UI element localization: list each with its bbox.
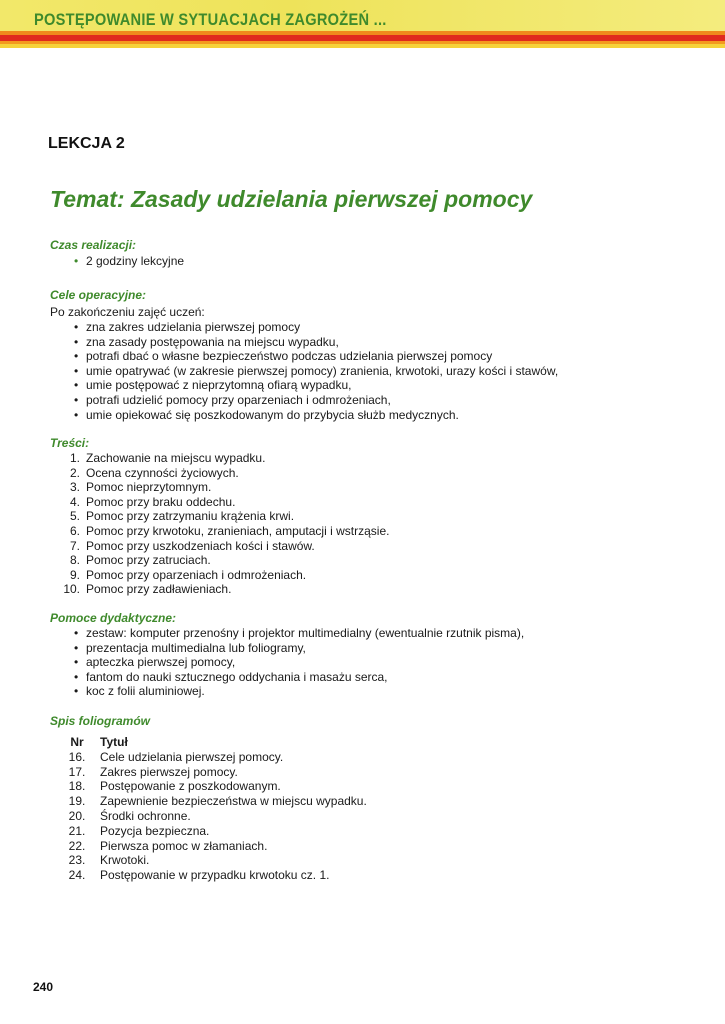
list-item: [60, 466, 389, 481]
bullet-icon: •: [74, 320, 79, 334]
cell-title: Zakres pierwszej pomocy.: [100, 764, 238, 779]
list-item-number: 4.: [69, 494, 80, 509]
cell-nr: 20.: [68, 808, 86, 823]
cell-title: Postępowanie z poszkodowanym.: [100, 779, 281, 794]
list-item: [74, 626, 524, 641]
banner-stripe-yellow-lower: [0, 44, 725, 48]
list-item-text: Pomoc przy zatrzymaniu krążenia krwi.: [86, 509, 295, 524]
bullet-icon: •: [74, 655, 79, 670]
section-heading-spis: Spis foliogramów: [50, 714, 151, 728]
list-item-text: Pomoc przy zadławieniach.: [86, 582, 232, 597]
list-item-number: 6.: [69, 523, 80, 538]
chapter-title: POSTĘPOWANIE W SYTUACJACH ZAGROŻEŃ ...: [34, 10, 387, 29]
page-number: 240: [33, 980, 54, 994]
list-item-text: 2 godziny lekcyjne: [86, 254, 185, 268]
list-item-text: Pomoc przy braku oddechu.: [86, 494, 236, 509]
pomoce-list: [74, 626, 524, 699]
cell-title: Środki ochronne.: [100, 808, 191, 823]
list-item-number: 2.: [69, 465, 80, 480]
list-item-number: 8.: [69, 553, 80, 568]
list-item: [60, 524, 389, 539]
cell-nr: 22.: [68, 838, 86, 853]
list-item: [60, 480, 389, 495]
list-item-text: Ocena czynności życiowych.: [86, 465, 239, 480]
list-item-number: 10.: [63, 582, 80, 597]
bullet-icon: •: [74, 334, 79, 349]
bullet-icon: •: [74, 640, 79, 655]
cell-title: Pierwsza pomoc w złamaniach.: [100, 838, 268, 853]
list-item-text: potrafi udzielić pomocy przy oparzeniach i odmrożeniach,: [86, 392, 391, 407]
list-item: [60, 582, 389, 597]
table-row: [57, 853, 367, 868]
topic-title: Temat: Zasady udzielania pierwszej pomocy: [50, 186, 533, 212]
tresci-list: [60, 451, 389, 597]
cell-nr: 24.: [68, 868, 86, 883]
list-item-text: potrafi dbać o własne bezpieczeństwo podczas udzielania pierwszej pomocy: [86, 349, 493, 364]
cell-title: Zapewnienie bezpieczeństwa w miejscu wypadku.: [100, 794, 367, 809]
list-item-text: umie opatrywać (w zakresie pierwszej pomocy) zranienia, krwotoki, urazy kości i stawów,: [86, 363, 559, 378]
list-item: [60, 451, 389, 466]
section-heading-pomoce: Pomoce dydaktyczne:: [50, 611, 177, 625]
cell-nr: 17.: [68, 764, 86, 779]
table-row: [57, 779, 367, 794]
table-row: [57, 750, 367, 765]
czas-list: [74, 254, 184, 269]
list-item-text: umie opiekować się poszkodowanym do przybycia służb medycznych.: [86, 407, 459, 422]
bullet-icon: •: [74, 626, 79, 640]
bullet-icon: •: [74, 349, 79, 364]
list-item: [74, 670, 524, 685]
list-item: [60, 539, 389, 554]
list-item: [60, 553, 389, 568]
section-heading-cele: Cele operacyjne:: [50, 288, 147, 302]
cell-title: Postępowanie w przypadku krwotoku cz. 1.: [100, 868, 330, 883]
section-heading-czas: Czas realizacji:: [50, 238, 137, 252]
list-item-number: 5.: [69, 509, 80, 524]
table-row: [57, 765, 367, 780]
list-item-text: Pomoc przy zatruciach.: [86, 553, 211, 568]
table-row: [57, 839, 367, 854]
section-heading-tresci: Treści:: [50, 436, 90, 450]
cell-title: Krwotoki.: [100, 853, 150, 868]
list-item-text: zna zasady postępowania na miejscu wypadku,: [86, 334, 339, 349]
list-item-text: Pomoc przy uszkodzeniach kości i stawów.: [86, 538, 315, 553]
cell-nr: 21.: [68, 823, 86, 838]
lesson-label: LEKCJA 2: [48, 135, 125, 152]
table-row: [57, 824, 367, 839]
list-item: [74, 254, 184, 269]
bullet-icon: •: [74, 378, 79, 393]
list-item-number: 7.: [69, 538, 80, 553]
list-item-text: koc z folii aluminiowej.: [86, 684, 205, 699]
list-item: [74, 655, 524, 670]
list-item-text: umie postępować z nieprzytomną ofiarą wypadku,: [86, 378, 352, 393]
list-item: [74, 684, 524, 699]
list-item: [74, 641, 524, 656]
list-item: [74, 349, 558, 364]
bullet-icon: •: [74, 684, 79, 699]
table-header-row: [57, 735, 367, 750]
bullet-icon: •: [74, 407, 79, 422]
column-header-tytul: Tytuł: [100, 735, 128, 749]
list-item: [74, 335, 558, 350]
cele-intro: Po zakończeniu zajęć uczeń:: [50, 305, 205, 319]
list-item-text: fantom do nauki sztucznego oddychania i masażu serca,: [86, 669, 388, 684]
cell-nr: 19.: [68, 794, 86, 809]
list-item-text: Pomoc nieprzytomnym.: [86, 480, 212, 495]
list-item-number: 3.: [69, 480, 80, 495]
list-item: [74, 364, 558, 379]
cele-list: [74, 320, 558, 422]
cell-title: Pozycja bezpieczna.: [100, 823, 210, 838]
cell-nr: 16.: [68, 749, 86, 764]
list-item-text: Zachowanie na miejscu wypadku.: [86, 451, 266, 465]
list-item-text: zna zakres udzielania pierwszej pomocy: [86, 320, 301, 334]
cell-nr: 18.: [68, 779, 86, 794]
column-header-nr: Nr: [70, 735, 84, 749]
cell-title: Cele udzielania pierwszej pomocy.: [100, 749, 284, 764]
list-item-text: zestaw: komputer przenośny i projektor multimedialny (ewentualnie rzutnik pisma),: [86, 626, 525, 640]
list-item-number: 1.: [69, 451, 80, 465]
list-item-text: prezentacja multimedialna lub foliogramy,: [86, 640, 306, 655]
list-item: [60, 495, 389, 510]
list-item-number: 9.: [69, 567, 80, 582]
bullet-icon: •: [74, 363, 79, 378]
bullet-icon: •: [74, 392, 79, 407]
list-item: [74, 393, 558, 408]
bullet-icon: •: [74, 254, 79, 268]
bullet-icon: •: [74, 669, 79, 684]
list-item: [60, 568, 389, 583]
list-item-text: Pomoc przy krwotoku, zranieniach, amputacji i wstrząsie.: [86, 523, 390, 538]
foliogram-table: [57, 735, 367, 883]
cell-nr: 23.: [68, 853, 86, 868]
list-item: [60, 509, 389, 524]
table-row: [57, 868, 367, 883]
list-item: [74, 320, 558, 335]
header-banner: [0, 0, 725, 52]
list-item-text: Pomoc przy oparzeniach i odmrożeniach.: [86, 567, 307, 582]
list-item-text: apteczka pierwszej pomocy,: [86, 655, 236, 670]
table-row: [57, 809, 367, 824]
list-item: [74, 378, 558, 393]
table-row: [57, 794, 367, 809]
list-item: [74, 408, 558, 423]
